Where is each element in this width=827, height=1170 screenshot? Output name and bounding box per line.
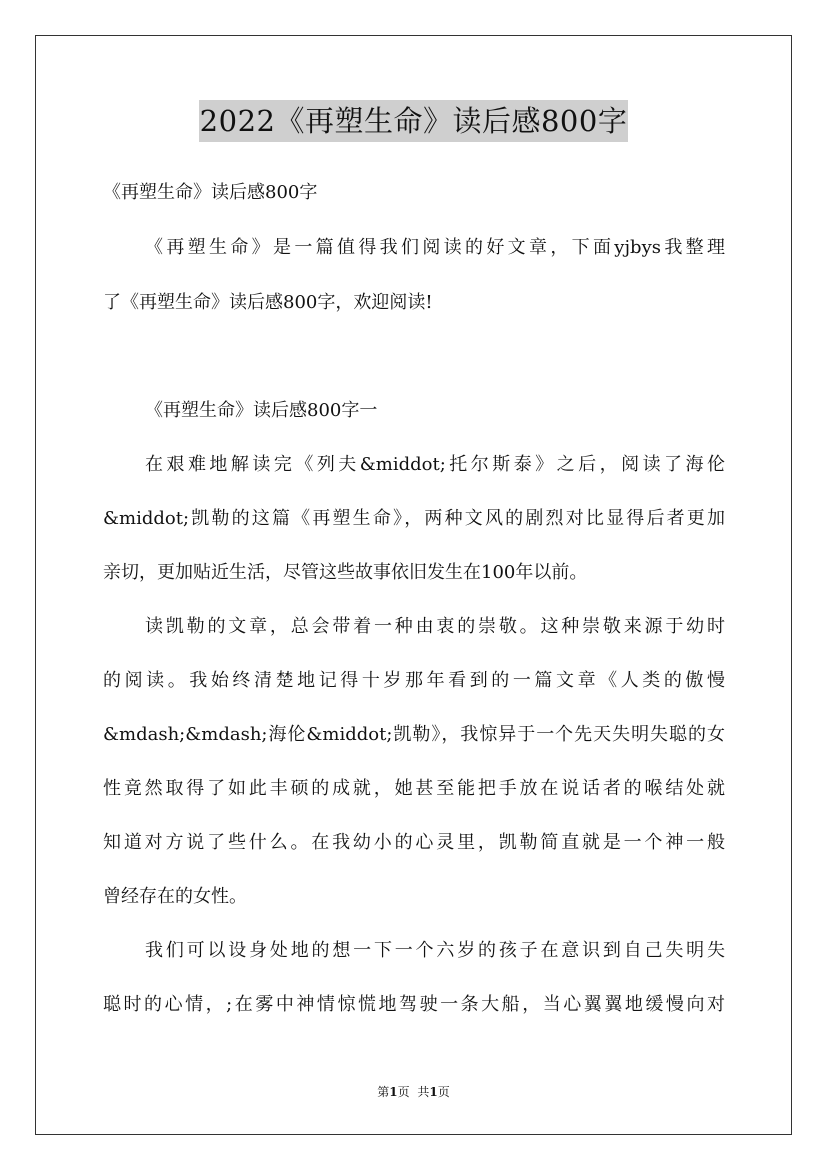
text-line: 聪时的心情，;在雾中神情惊慌地驾驶一条大船，当心翼翼地缓慢向对 (103, 994, 725, 1015)
title-wrap (0, 100, 827, 142)
text-line: 读凯勒的文章，总会带着一种由衷的崇敬。这种崇敬来源于幼时 (145, 616, 725, 637)
text-line: &mdash;&mdash;海伦&middot;凯勒》，我惊异于一个先天失明失聪的女 (103, 724, 725, 745)
text-line: 性竟然取得了如此丰硕的成就，她甚至能把手放在说话者的喉结处就 (103, 778, 725, 799)
text-line: 的阅读。我始终清楚地记得十岁那年看到的一篇文章《人类的傲慢 (103, 670, 725, 691)
subtitle-line: 《再塑生命》读后感800字 (103, 182, 318, 203)
text-line: 《再塑生命》是一篇值得我们阅读的好文章，下面yjbys我整理 (145, 237, 725, 258)
footer-page-suffix: 页 (397, 1085, 410, 1099)
text-line: &middot;凯勒的这篇《再塑生命》，两种文风的剧烈对比显得后者更加 (103, 508, 725, 529)
footer-total-suffix: 页 (437, 1085, 450, 1099)
footer-page-prefix: 第 (377, 1085, 390, 1099)
document-title: 2022《再塑生命》读后感800字 (199, 100, 629, 142)
text-line: 了《再塑生命》读后感800字，欢迎阅读! (103, 292, 433, 313)
footer-total-prefix: 共 (417, 1085, 430, 1099)
text-line: 知道对方说了些什么。在我幼小的心灵里，凯勒简直就是一个神一般 (103, 832, 725, 853)
text-line: 曾经存在的女性。 (103, 886, 247, 907)
text-line: 在艰难地解读完《列夫&middot;托尔斯泰》之后，阅读了海伦 (145, 454, 725, 475)
text-line: 我们可以设身处地的想一下一个六岁的孩子在意识到自己失明失 (145, 940, 725, 961)
footer-page-number: 1 (389, 1085, 398, 1099)
page-footer (0, 1083, 827, 1101)
footer-total-number: 1 (429, 1085, 438, 1099)
text-line: 亲切，更加贴近生活，尽管这些故事依旧发生在100年以前。 (103, 562, 588, 583)
section-heading: 《再塑生命》读后感800字一 (145, 400, 378, 421)
